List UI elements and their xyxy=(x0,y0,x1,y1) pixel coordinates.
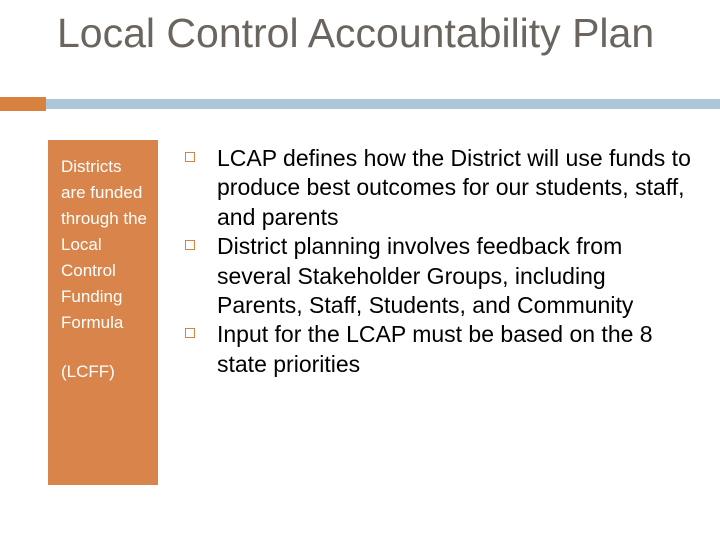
title-rule-accent xyxy=(0,97,46,111)
sidebar-callout xyxy=(48,140,158,485)
sidebar-text: Districts are funded through the Local Control Funding Formula xyxy=(61,157,148,332)
bullet-text: LCAP defines how the District will use funds to produce best outcomes for our students, staff, and parents xyxy=(217,145,691,230)
hollow-square-bullet-icon xyxy=(185,328,195,338)
hollow-square-bullet-icon xyxy=(185,240,195,250)
sidebar-note: (LCFF) xyxy=(61,362,115,381)
bullet-item xyxy=(176,144,696,232)
title-rule xyxy=(46,99,720,109)
bullet-text: Input for the LCAP must be based on the 8 state priorities xyxy=(217,321,653,377)
bullet-list xyxy=(176,144,696,379)
bullet-item xyxy=(176,232,696,320)
hollow-square-bullet-icon xyxy=(185,152,195,162)
slide-title: Local Control Accountability Plan xyxy=(57,10,655,56)
bullet-text: District planning involves feedback from several Stakeholder Groups, including Parents, Staff, Students, and Community xyxy=(217,233,634,319)
bullet-item xyxy=(176,320,696,379)
